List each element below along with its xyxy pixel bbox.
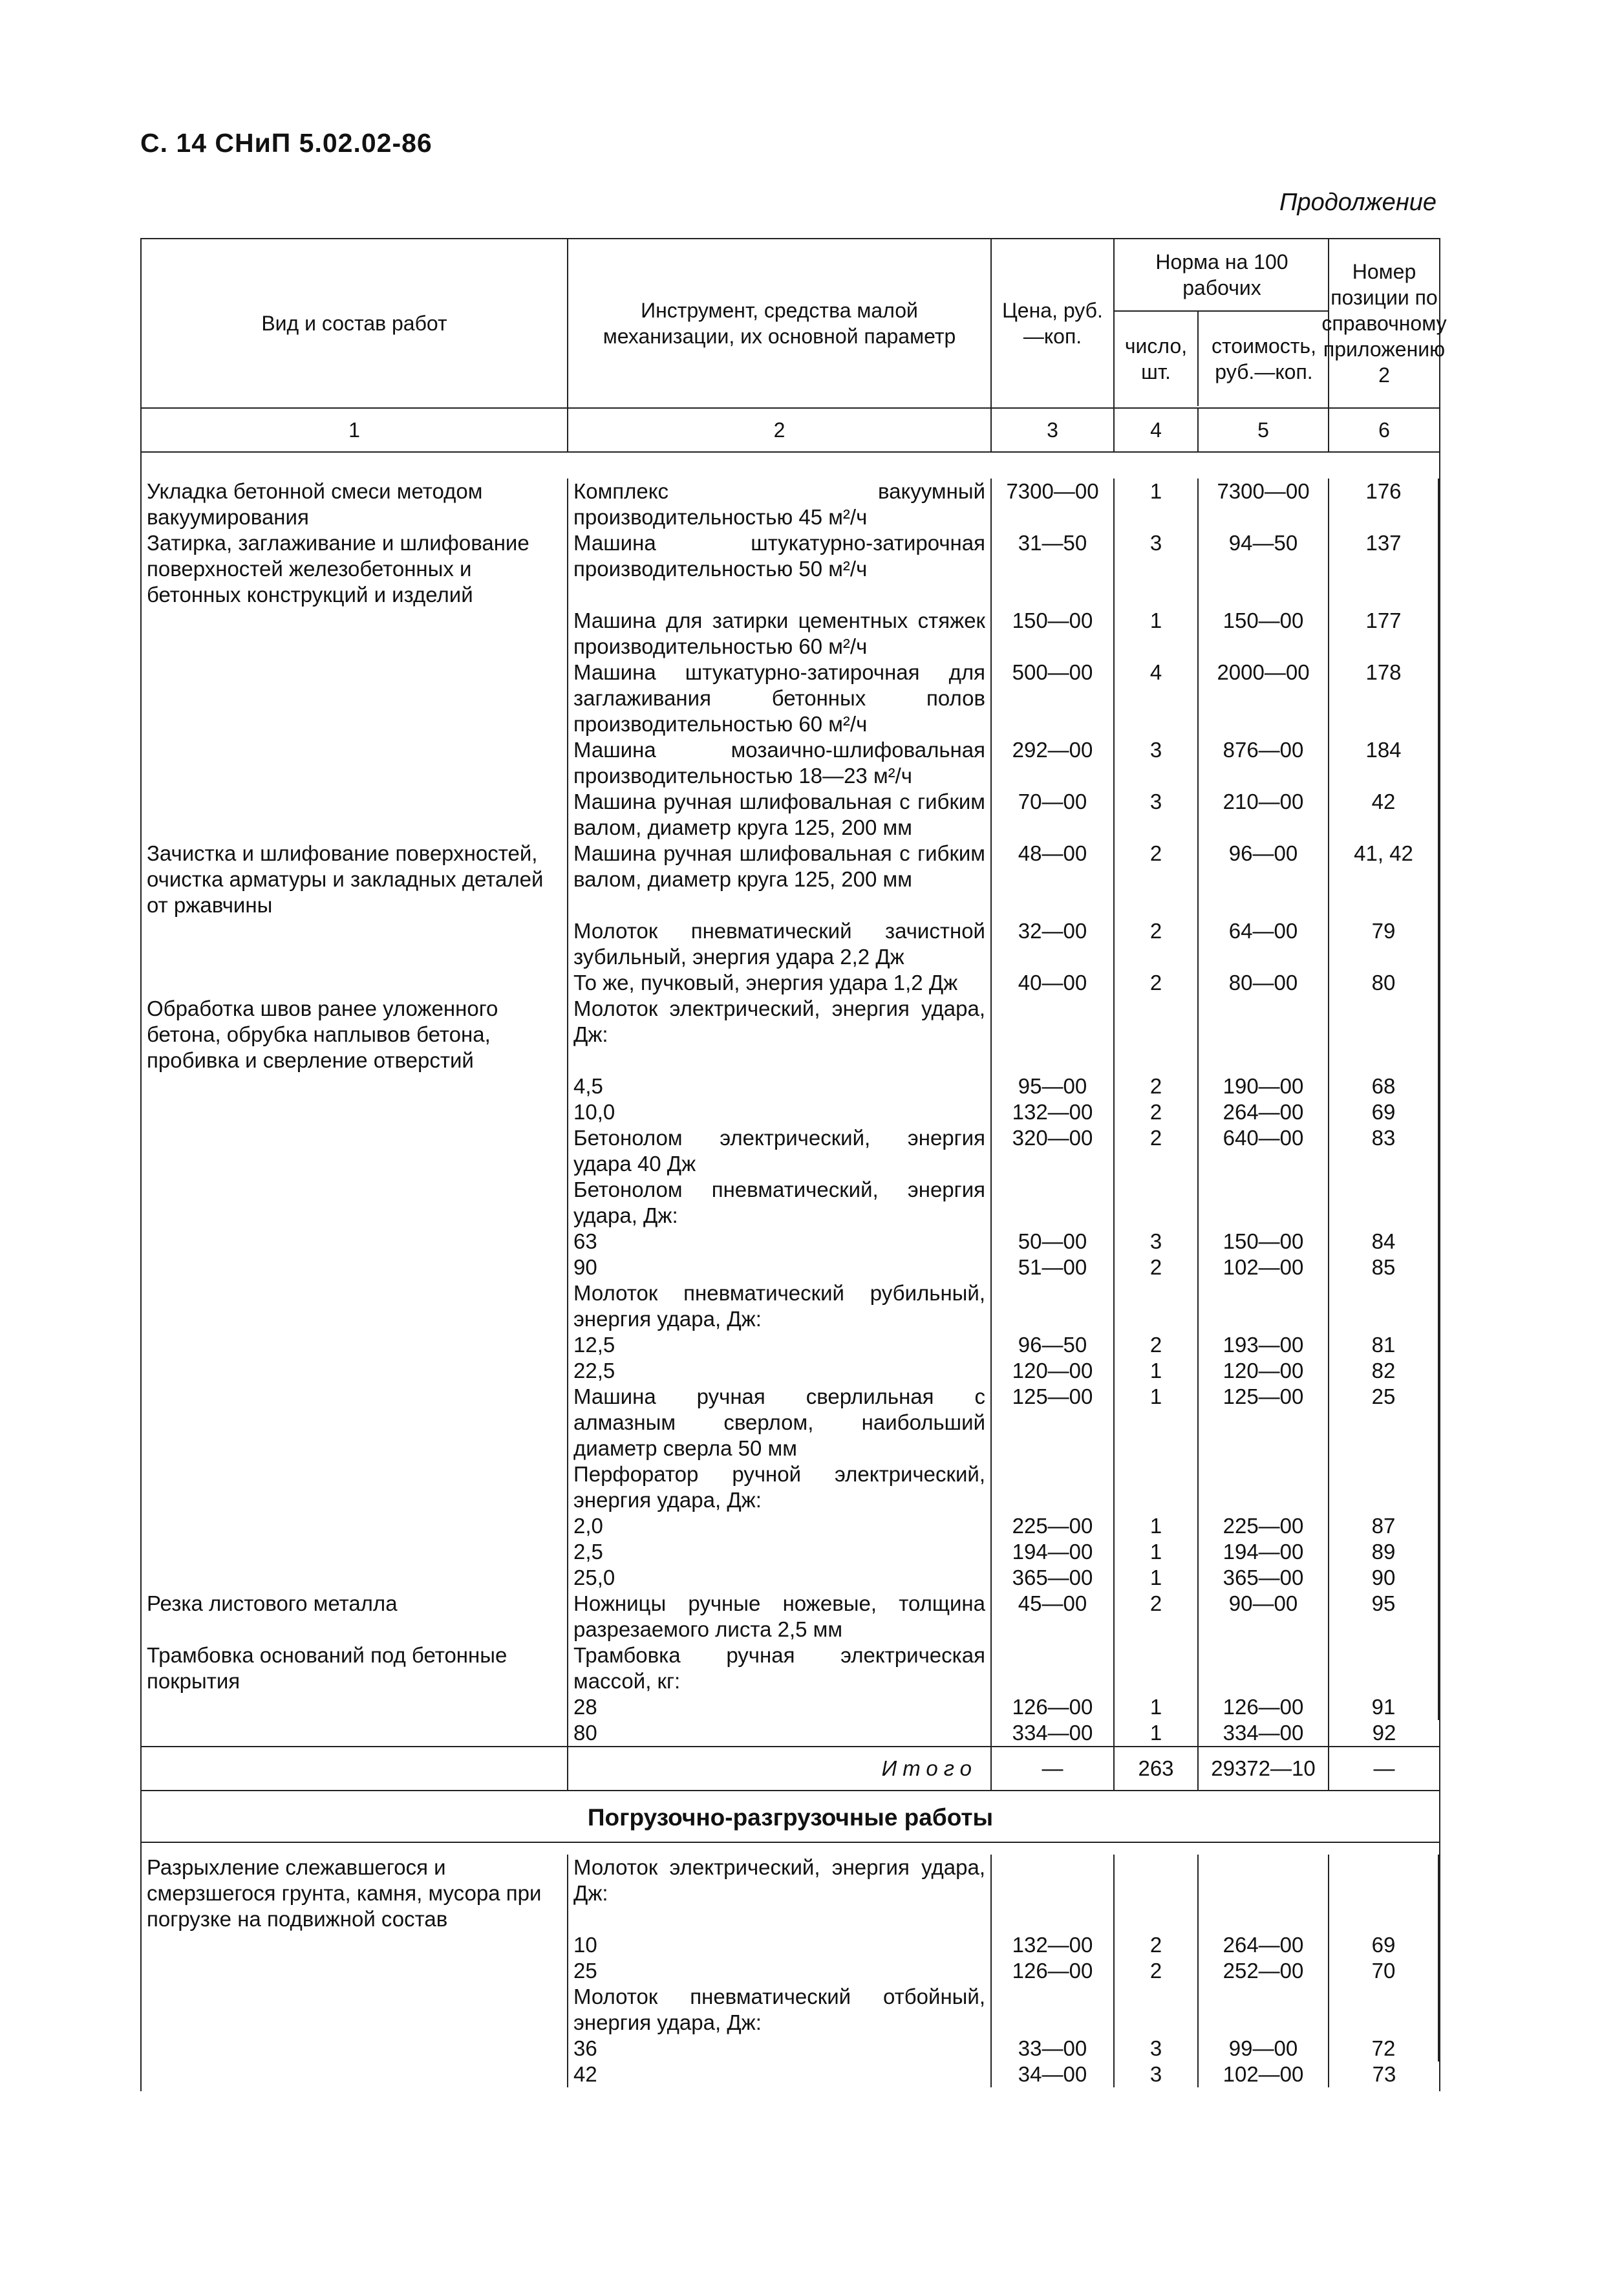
work-cell [142,1358,568,1384]
tool-cell: 25 [568,1958,992,1984]
position-cell [1329,1855,1439,1932]
cost-cell: 90—00 [1199,1591,1329,1642]
position-cell: 82 [1329,1358,1439,1384]
cost-cell: 99—00 [1199,2036,1329,2061]
position-cell: 84 [1329,1229,1439,1254]
price-cell [992,1642,1115,1694]
cost-cell: 7300—00 [1199,479,1329,530]
price-cell: 70—00 [992,789,1115,841]
itogo-count: 263 [1115,1747,1199,1790]
price-cell: 150—00 [992,608,1115,660]
tool-cell: 42 [568,2061,992,2087]
count-cell: 2 [1115,918,1199,970]
table-body-section-2 [142,1842,1439,2091]
cost-cell [1199,996,1329,1073]
continuation-label: Продолжение [1279,189,1437,216]
price-cell: 132—00 [992,1099,1115,1125]
price-cell: 365—00 [992,1565,1115,1591]
tool-cell: 12,5 [568,1332,992,1358]
cost-cell: 125—00 [1199,1384,1329,1461]
column-number: 5 [1199,409,1329,451]
price-cell [992,1177,1115,1229]
count-cell: 2 [1115,1125,1199,1177]
tool-cell: 90 [568,1254,992,1280]
position-cell: 83 [1329,1125,1439,1177]
count-cell: 1 [1115,1358,1199,1384]
column-number: 4 [1115,409,1199,451]
price-cell: 51—00 [992,1254,1115,1280]
tool-cell: Машина ручная сверлильная с алмазным сверлом, наибольший диаметр сверла 50 мм [568,1384,992,1461]
count-cell: 2 [1115,1254,1199,1280]
work-cell [142,970,568,996]
cost-cell: 2000—00 [1199,660,1329,737]
work-cell [142,1332,568,1358]
position-cell: 69 [1329,1099,1439,1125]
cost-cell: 150—00 [1199,1229,1329,1254]
position-cell: 70 [1329,1958,1439,1984]
count-cell: 2 [1115,1332,1199,1358]
cost-cell: 264—00 [1199,1099,1329,1125]
column-number: 1 [142,409,568,451]
work-cell [142,1958,568,1984]
cost-cell: 64—00 [1199,918,1329,970]
header-tool: Инструмент, средства малой механизации, их основной параметр [568,239,992,407]
price-cell: 126—00 [992,1958,1115,1984]
work-cell [142,608,568,660]
tool-cell: Трамбовка ручная электрическая массой, кг: [568,1642,992,1694]
cost-cell: 126—00 [1199,1694,1329,1720]
price-cell: 50—00 [992,1229,1115,1254]
rows-section-1 [142,479,1439,1746]
tool-cell: Машина для затирки цементных стяжек производительностью 60 м²/ч [568,608,992,660]
position-cell: 42 [1329,789,1439,841]
position-cell: 72 [1329,2036,1439,2061]
work-cell [142,1384,568,1461]
position-cell: 89 [1329,1539,1439,1565]
column-number: 6 [1378,418,1390,442]
header-position: Номер позиции по справочному приложению 2 [1321,260,1447,387]
price-cell: 31—50 [992,530,1115,608]
price-cell: 132—00 [992,1932,1115,1958]
work-cell: Разрыхление слежавшегося и смерзшегося грунта, камня, мусора при погрузке на подвижной состав [142,1855,568,1932]
cost-cell: 190—00 [1199,1073,1329,1099]
count-cell [1115,1855,1199,1932]
tool-cell: Ножницы ручные ножевые, толщина разрезаемого листа 2,5 мм [568,1591,992,1642]
position-cell: 137 [1329,530,1439,608]
count-cell: 2 [1115,1073,1199,1099]
column-number: 3 [992,409,1115,451]
cost-cell: 225—00 [1199,1513,1329,1539]
cost-cell: 80—00 [1199,970,1329,996]
work-cell [142,1984,568,2036]
tool-cell: Машина штукатурно-затирочная для заглаживания бетонных полов производительностью 60 м²/ч [568,660,992,737]
position-cell: 87 [1329,1513,1439,1539]
price-cell: 45—00 [992,1591,1115,1642]
tool-cell: Перфоратор ручной электрический, энергия удара, Дж: [568,1461,992,1513]
position-cell [1329,1461,1439,1513]
price-cell [992,1984,1115,2036]
count-cell: 1 [1115,1513,1199,1539]
position-cell: 95 [1329,1591,1439,1642]
price-cell: 48—00 [992,841,1115,918]
header-price: Цена, руб.—коп. [992,239,1115,407]
cost-cell [1199,1855,1329,1932]
price-cell: 500—00 [992,660,1115,737]
position-cell [1329,1642,1439,1694]
count-cell [1115,1642,1199,1694]
main-table [140,238,1447,2091]
work-cell [142,1073,568,1099]
position-cell: 81 [1329,1332,1439,1358]
tool-cell: Комплекс вакуумный производительностью 45 м²/ч [568,479,992,530]
position-cell: 73 [1372,2062,1396,2086]
count-cell: 2 [1115,1591,1199,1642]
price-cell: 120—00 [992,1358,1115,1384]
header-work: Вид и состав работ [142,239,568,407]
table-header [142,239,1447,409]
cost-cell: 876—00 [1199,737,1329,789]
work-cell [142,1125,568,1177]
itogo-label: Итого [568,1747,992,1790]
cost-cell: 365—00 [1199,1565,1329,1591]
cost-cell: 150—00 [1199,608,1329,660]
itogo-position: — [1373,1756,1395,1780]
work-cell: Затирка, заглаживание и шлифование поверхностей железобетонных и бетонных конструкций и изделий [142,530,568,608]
work-cell [142,2061,568,2087]
count-cell [1115,1177,1199,1229]
tool-cell: Машина ручная шлифовальная с гибким валом, диаметр круга 125, 200 мм [568,789,992,841]
position-cell: 177 [1329,608,1439,660]
cost-cell [1199,1984,1329,2036]
tool-cell: 4,5 [568,1073,992,1099]
cost-cell: 194—00 [1199,1539,1329,1565]
cost-cell: 334—00 [1199,1720,1329,1746]
cost-cell: 264—00 [1199,1932,1329,1958]
cost-cell: 102—00 [1199,1254,1329,1280]
rows-section-2 [142,1855,1439,2087]
tool-cell: 36 [568,2036,992,2061]
tool-cell: Молоток пневматический рубильный, энергия удара, Дж: [568,1280,992,1332]
work-cell [142,1280,568,1332]
tool-cell: Бетонолом пневматический, энергия удара, Дж: [568,1177,992,1229]
work-cell [142,1254,568,1280]
cost-cell [1199,1642,1329,1694]
tool-cell: 10 [568,1932,992,1958]
tool-cell: То же, пучковый, энергия удара 1,2 Дж [568,970,992,996]
position-cell: 68 [1329,1073,1439,1099]
work-cell [142,1720,568,1746]
position-cell [1329,996,1439,1073]
work-cell [142,1932,568,1958]
price-cell: 33—00 [992,2036,1115,2061]
position-cell: 184 [1329,737,1439,789]
price-cell [992,1461,1115,1513]
count-cell [1115,1280,1199,1332]
position-cell: 176 [1329,479,1439,530]
count-cell: 2 [1115,1958,1199,1984]
header-cost: стоимость, руб.—коп. [1212,334,1316,383]
count-cell: 1 [1115,1565,1199,1591]
position-cell: 69 [1329,1932,1439,1958]
price-cell: 95—00 [992,1073,1115,1099]
price-cell: 96—50 [992,1332,1115,1358]
count-cell: 2 [1115,841,1199,918]
count-cell: 1 [1115,608,1199,660]
itogo-spacer [142,1747,568,1790]
tool-cell: Молоток пневматический зачистной зубильный, энергия удара 2,2 Дж [568,918,992,970]
work-cell: Резка листового металла [142,1591,568,1642]
price-cell [992,996,1115,1073]
work-cell: Укладка бетонной смеси методом вакуумирования [142,479,568,530]
header-norm: Норма на 100 рабочих [1115,239,1329,312]
position-cell [1329,1177,1439,1229]
itogo-cost: 29372—10 [1199,1747,1329,1790]
count-cell: 1 [1115,1384,1199,1461]
count-cell: 1 [1115,479,1199,530]
position-cell: 41, 42 [1329,841,1439,918]
header-count: число, шт. [1115,312,1199,406]
tool-cell: 10,0 [568,1099,992,1125]
table-body [142,453,1439,1746]
tool-cell: Машина мозаично-шлифовальная производительностью 18—23 м²/ч [568,737,992,789]
work-cell [142,737,568,789]
cost-cell [1199,1177,1329,1229]
work-cell [142,1539,568,1565]
price-cell: 320—00 [992,1125,1115,1177]
tool-cell: 2,0 [568,1513,992,1539]
count-cell: 1 [1115,1539,1199,1565]
cost-cell: 252—00 [1199,1958,1329,1984]
count-cell: 2 [1115,1099,1199,1125]
price-cell: 292—00 [992,737,1115,789]
tool-cell: Молоток пневматический отбойный, энергия удара, Дж: [568,1984,992,2036]
cost-cell: 120—00 [1199,1358,1329,1384]
cost-cell: 640—00 [1199,1125,1329,1177]
count-cell: 1 [1115,1720,1199,1746]
tool-cell: Молоток электрический, энергия удара, Дж: [568,996,992,1073]
tool-cell: Молоток электрический, энергия удара, Дж: [568,1855,992,1932]
position-cell: 92 [1372,1721,1396,1745]
work-cell [142,1099,568,1125]
work-cell [142,1565,568,1591]
cost-cell: 94—50 [1199,530,1329,608]
work-cell [142,1229,568,1254]
column-numbers-row [142,409,1439,453]
price-cell: 125—00 [992,1384,1115,1461]
position-cell [1329,1280,1439,1332]
count-cell [1115,996,1199,1073]
work-cell [142,1177,568,1229]
cost-cell: 96—00 [1199,841,1329,918]
tool-cell: 63 [568,1229,992,1254]
tool-cell: 80 [568,1720,992,1746]
position-cell: 91 [1329,1694,1439,1720]
itogo-row [142,1746,1439,1790]
price-cell [992,1280,1115,1332]
work-cell [142,789,568,841]
work-cell: Обработка швов ранее уложенного бетона, обрубка наплывов бетона, пробивка и сверление отверстий [142,996,568,1073]
count-cell: 3 [1115,2061,1199,2087]
price-cell: 40—00 [992,970,1115,996]
price-cell: 34—00 [992,2061,1115,2087]
cost-cell: 193—00 [1199,1332,1329,1358]
count-cell: 3 [1115,1229,1199,1254]
count-cell [1115,1461,1199,1513]
cost-cell: 102—00 [1199,2061,1329,2087]
position-cell: 90 [1329,1565,1439,1591]
count-cell: 3 [1115,530,1199,608]
count-cell [1115,1984,1199,2036]
price-cell [992,1855,1115,1932]
count-cell: 2 [1115,970,1199,996]
price-cell: 32—00 [992,918,1115,970]
section-title: Погрузочно-разгрузочные работы [142,1790,1439,1842]
price-cell: 126—00 [992,1694,1115,1720]
work-cell [142,2036,568,2061]
position-cell [1329,1984,1439,2036]
document-header: С. 14 СНиП 5.02.02-86 [140,128,433,158]
price-cell: 334—00 [992,1720,1115,1746]
work-cell: Зачистка и шлифование поверхностей, очистка арматуры и закладных деталей от ржавчины [142,841,568,918]
tool-cell: 28 [568,1694,992,1720]
tool-cell: Машина штукатурно-затирочная производительностью 50 м²/ч [568,530,992,608]
cost-cell [1199,1280,1329,1332]
price-cell: 194—00 [992,1539,1115,1565]
tool-cell: 2,5 [568,1539,992,1565]
position-cell: 25 [1329,1384,1439,1461]
cost-cell [1199,1461,1329,1513]
position-cell: 85 [1329,1254,1439,1280]
position-cell: 79 [1329,918,1439,970]
position-cell: 178 [1329,660,1439,737]
tool-cell: 25,0 [568,1565,992,1591]
tool-cell: 22,5 [568,1358,992,1384]
price-cell: 225—00 [992,1513,1115,1539]
work-cell [142,1513,568,1539]
work-cell [142,1694,568,1720]
cost-cell: 210—00 [1199,789,1329,841]
itogo-price: — [992,1747,1115,1790]
position-cell: 80 [1329,970,1439,996]
count-cell: 1 [1115,1694,1199,1720]
price-cell: 7300—00 [992,479,1115,530]
work-cell [142,1461,568,1513]
work-cell [142,660,568,737]
tool-cell: Машина ручная шлифовальная с гибким валом, диаметр круга 125, 200 мм [568,841,992,918]
count-cell: 3 [1115,737,1199,789]
count-cell: 3 [1115,2036,1199,2061]
count-cell: 3 [1115,789,1199,841]
count-cell: 2 [1115,1932,1199,1958]
work-cell: Трамбовка оснований под бетонные покрытия [142,1642,568,1694]
header-norm-group [1115,239,1329,407]
tool-cell: Бетонолом электрический, энергия удара 40 Дж [568,1125,992,1177]
column-number: 2 [568,409,992,451]
work-cell [142,918,568,970]
count-cell: 4 [1115,660,1199,737]
